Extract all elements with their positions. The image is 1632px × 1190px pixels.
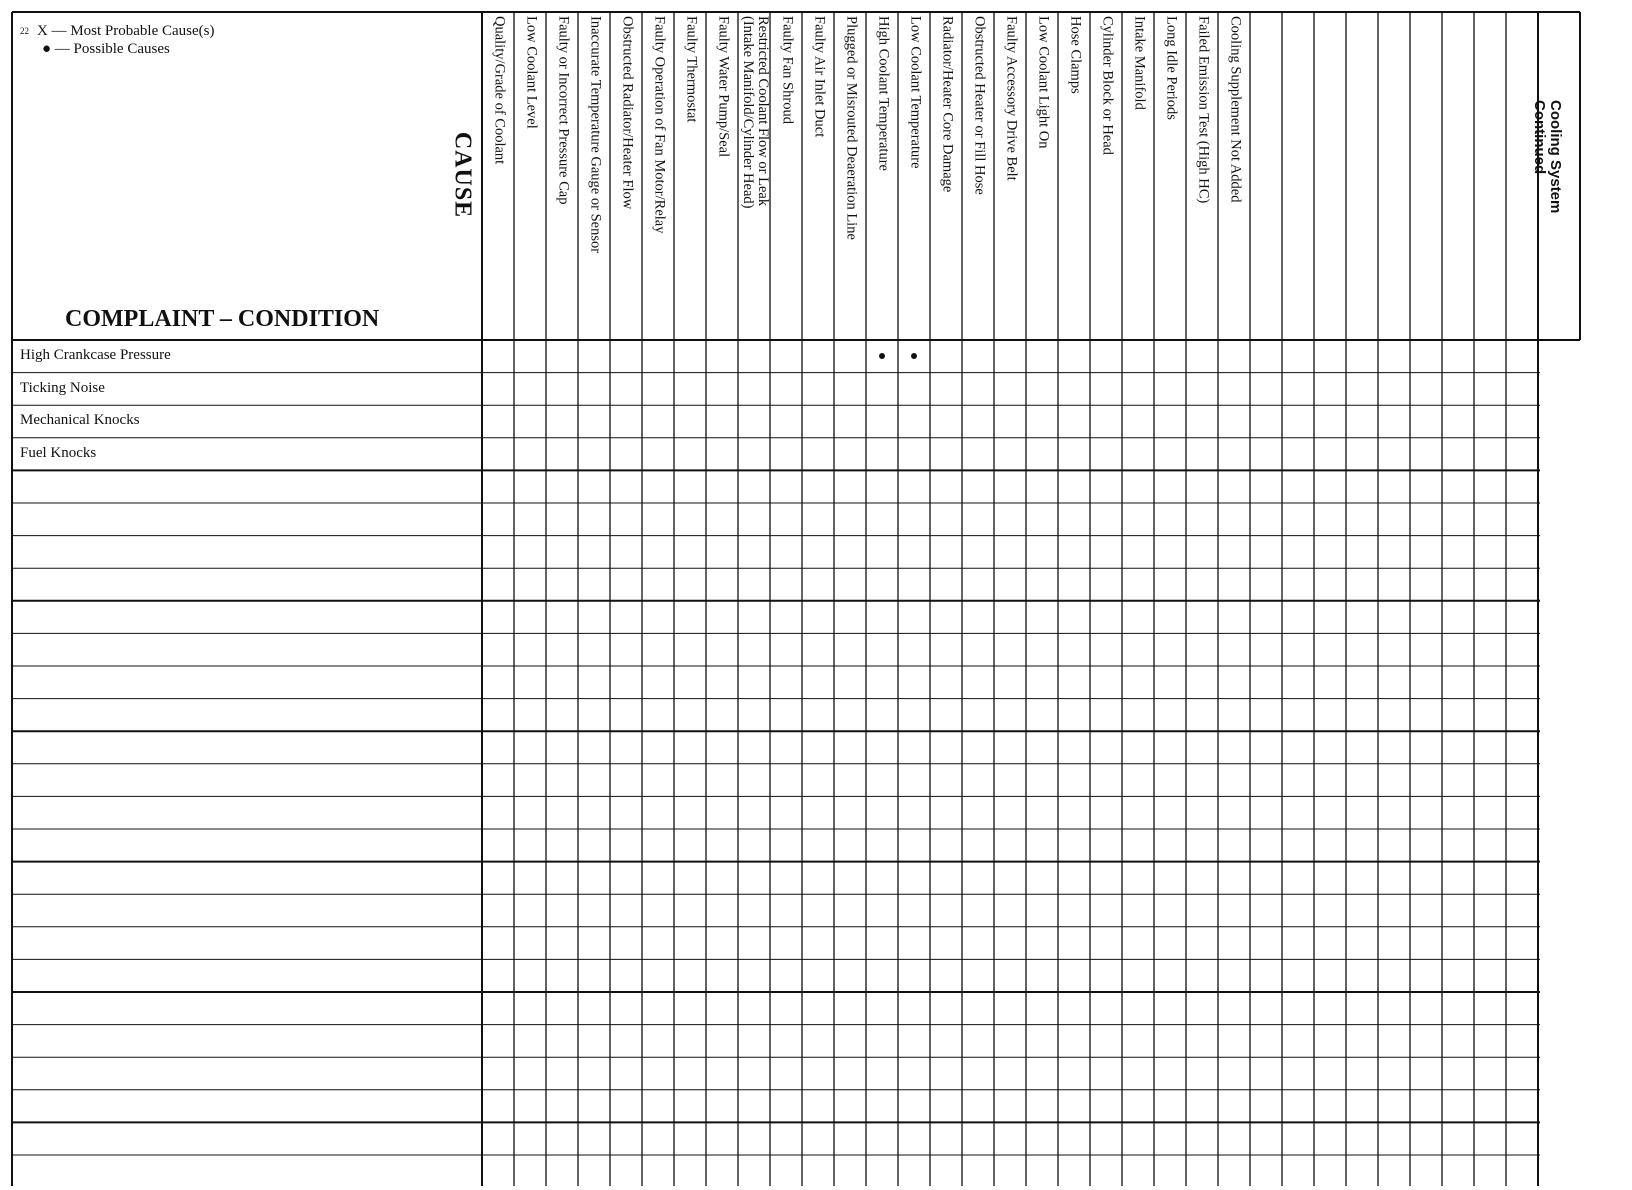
legend [20,22,214,58]
cause-column-header: Hose Clamps [1067,16,1084,94]
legend-dot-label: ● — Possible Causes [42,41,170,57]
complaint-row-label: Mechanical Knocks [20,412,140,429]
cause-column-header: High Coolant Temperature [875,16,892,171]
cause-column-header: Restricted Coolant Flow or Leak (Intake Manifold/Cylinder Head) [740,16,771,209]
cause-column-header: Failed Emission Test (High HC) [1195,16,1212,204]
cause-column-header: Low Coolant Level [523,16,540,129]
cause-column-header: Intake Manifold [1131,16,1148,110]
cause-column-header: Faulty Operation of Fan Motor/Relay [651,16,668,234]
cause-column-header: Inaccurate Temperature Gauge or Sensor [587,16,604,254]
cause-column-header: Cylinder Block or Head [1099,16,1116,155]
complaint-heading: COMPLAINT – CONDITION [65,306,380,332]
cause-column-header: Cooling Supplement Not Added [1227,16,1244,203]
cause-column-header: Faulty or Incorrect Pressure Cap [555,16,572,205]
complaint-row-label: Fuel Knocks [20,444,97,461]
complaint-row-label: High Crankcase Pressure [20,347,171,363]
cause-heading: CAUSE [449,131,476,219]
cause-column-header: Faulty Thermostat [683,16,700,123]
cause-column-header: Faulty Fan Shroud [779,16,796,124]
cause-column-header: Faulty Accessory Drive Belt [1003,16,1020,181]
cause-column-header: Low Coolant Temperature [907,16,924,169]
side-title: Cooling System Continued [1531,100,1564,214]
cause-column-header: Faulty Water Pump/Seal [715,16,732,158]
legend-x-label: X — Most Probable Cause(s) [37,23,215,39]
cause-column-header: Faulty Air Inlet Duct [811,16,828,138]
cause-column-header: Low Coolant Light On [1035,16,1052,149]
cause-column-header: Long Idle Periods [1163,16,1180,120]
legend-number: 22 [20,26,29,36]
cause-column-header: Radiator/Heater Core Damage [939,16,956,193]
cause-column-header: Plugged or Misrouted Deaeration Line [843,16,860,240]
cause-column-header: Quality/Grade of Coolant [491,16,508,165]
complaint-row-label: Ticking Noise [20,379,105,396]
cause-column-header: Obstructed Heater or Fill Hose [971,16,988,195]
cause-column-header: Obstructed Radiator/Heater Flow [619,16,636,210]
